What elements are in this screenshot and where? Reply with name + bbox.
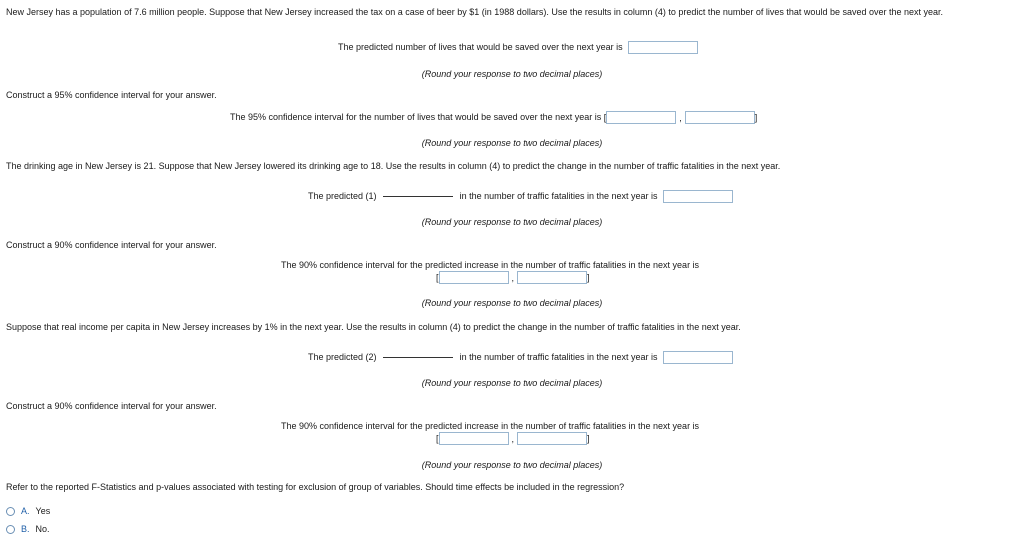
q1-ci-upper-input[interactable] (685, 111, 755, 124)
q3-ci-separator: , (511, 433, 515, 444)
q1-round-note: (Round your response to two decimal places) (421, 69, 603, 79)
q1-ci-prompt: The 95% confidence interval for the number of lives that would be saved over the next year is (230, 111, 602, 122)
q4-option-b[interactable] (6, 524, 50, 534)
q3-ci-prompt: The 90% confidence interval for the predicted increase in the number of traffic fatalities in the next year is (281, 421, 700, 431)
q2-ci-row (436, 271, 590, 284)
q1-lives-saved-input[interactable] (628, 41, 698, 54)
q3-round-note: (Round your response to two decimal places) (421, 378, 603, 388)
q2-intro: The drinking age in New Jersey is 21. Suppose that New Jersey lowered its drinking age to 18. Use the results in column (4) to predict the change in the number of traffic fatalities in the next year. (6, 161, 781, 171)
q1-intro: New Jersey has a population of 7.6 million people. Suppose that New Jersey increased the tax on a case of beer by $1 (in 1988 dollars). Use the results in column (4) to predict the number of lives that would be saved over the next year. (6, 7, 944, 17)
q1-ci-lower-input[interactable] (603, 111, 676, 124)
q1-ci-construct: Construct a 95% confidence interval for your answer. (6, 90, 217, 100)
q2-ci-close-bracket: ] (587, 272, 590, 283)
q1-ci-row (230, 111, 757, 124)
q3-prompt-end: in the number of traffic fatalities in the next year is (459, 351, 658, 362)
q2-direction-dropdown[interactable] (383, 196, 453, 197)
q1-ci-separator: , (679, 112, 682, 123)
q2-ci-open-bracket: [ (436, 272, 439, 283)
q4-option-a[interactable] (6, 506, 50, 516)
q4-option-b-label: No. (35, 524, 50, 534)
q4-option-b-letter: B. (21, 524, 30, 534)
q2-ci-upper-input[interactable] (517, 271, 587, 284)
q3-direction-dropdown[interactable] (383, 357, 453, 358)
q3-ci-round-note: (Round your response to two decimal places) (421, 460, 603, 470)
q4-option-a-letter: A. (21, 506, 30, 516)
q4-option-a-label: Yes (35, 506, 51, 516)
q3-ci-lower-input[interactable] (439, 432, 509, 445)
q3-ci-open-bracket: [ (436, 433, 439, 444)
q2-ci-round-note: (Round your response to two decimal places) (421, 298, 603, 308)
radio-button-icon[interactable] (6, 525, 15, 534)
q2-round-note: (Round your response to two decimal places) (421, 217, 603, 227)
q2-ci-prompt: The 90% confidence interval for the predicted increase in the number of traffic fatalities in the next year is (281, 260, 700, 270)
q2-prompt-row (308, 190, 733, 203)
q3-prompt-start: The predicted (2) (308, 351, 377, 362)
q2-prompt-start: The predicted (1) (308, 190, 377, 201)
q4-question: Refer to the reported F-Statistics and p-values associated with testing for exclusion of group of variables. Should time effects be included in the regression? (6, 482, 625, 492)
radio-button-icon[interactable] (6, 507, 15, 516)
q3-ci-close-bracket: ] (587, 433, 590, 444)
q3-ci-construct: Construct a 90% confidence interval for your answer. (6, 401, 217, 411)
q2-ci-construct: Construct a 90% confidence interval for your answer. (6, 240, 217, 250)
q3-ci-upper-input[interactable] (517, 432, 587, 445)
q1-ci-round-note: (Round your response to two decimal places) (421, 138, 603, 148)
q2-change-input[interactable] (663, 190, 733, 203)
q1-prompt: The predicted number of lives that would be saved over the next year is (338, 41, 623, 52)
q3-prompt-row (308, 351, 733, 364)
q3-change-input[interactable] (663, 351, 733, 364)
q3-ci-row (436, 432, 590, 445)
q1-prompt-row (338, 41, 698, 54)
q3-intro: Suppose that real income per capita in New Jersey increases by 1% in the next year. Use the results in column (4) to predict the change in the number of traffic fatalities in the next year. (6, 322, 741, 332)
q2-ci-separator: , (511, 272, 515, 283)
q1-ci-close-bracket: ] (754, 112, 758, 123)
q1-ci-open-bracket: [ (603, 112, 607, 123)
q2-ci-lower-input[interactable] (439, 271, 509, 284)
q2-prompt-end: in the number of traffic fatalities in the next year is (459, 190, 658, 201)
